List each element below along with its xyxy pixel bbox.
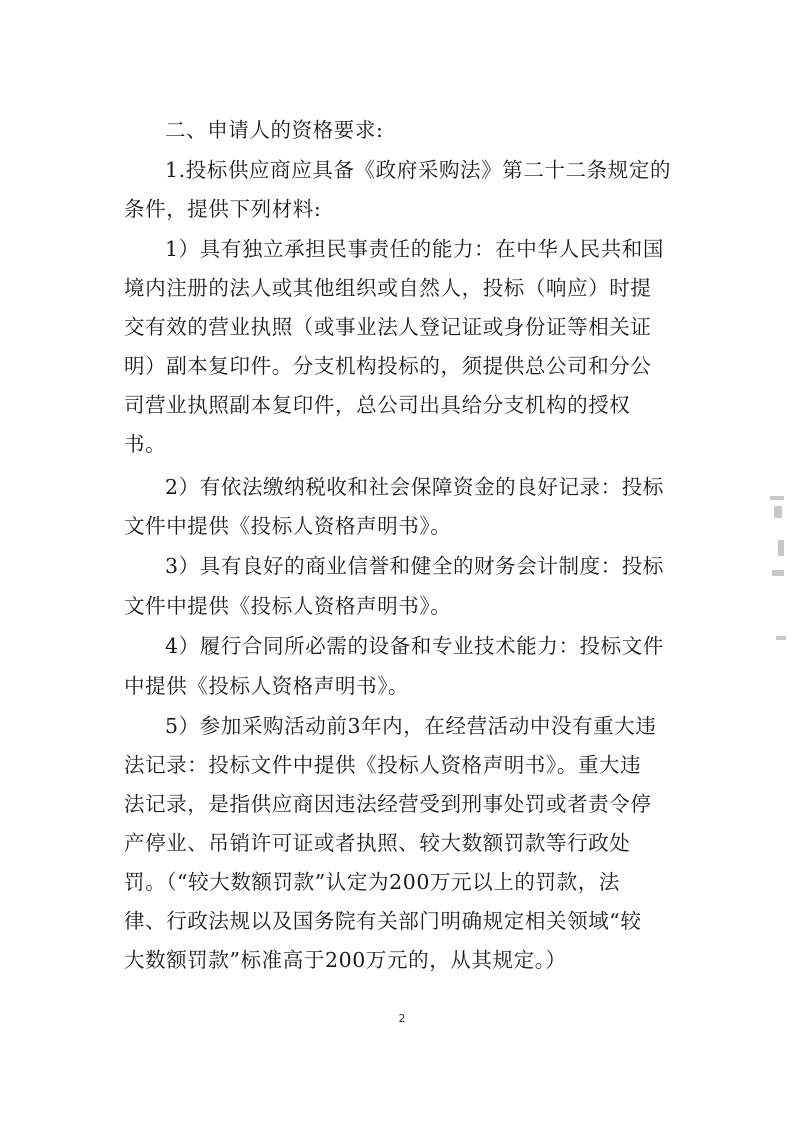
paragraph-line: 书。 bbox=[124, 432, 167, 456]
paragraph-line: 法记录，是指供应商因违法经营受到刑事处罚或者责令停 bbox=[124, 792, 652, 816]
paragraph-line: 大数额罚款”标准高于200万元的，从其规定。） bbox=[124, 948, 567, 972]
scan-artifact bbox=[774, 506, 782, 518]
paragraph-line: 条件，提供下列材料: bbox=[124, 197, 322, 221]
paragraph-line: 3）具有良好的商业信誉和健全的财务会计制度：投标 bbox=[165, 554, 664, 578]
paragraph-line: 文件中提供《投标人资格声明书》。 bbox=[124, 514, 452, 538]
paragraph-line: 明）副本复印件。分支机构投标的，须提供总公司和分公 bbox=[124, 354, 652, 378]
paragraph-line: 交有效的营业执照（或事业法人登记证或身份证等相关证 bbox=[124, 315, 652, 339]
paragraph-line: 4）履行合同所必需的设备和专业技术能力：投标文件 bbox=[165, 634, 664, 658]
paragraph-line: 中提供《投标人资格声明书》。 bbox=[124, 674, 410, 698]
section-heading: 二、申请人的资格要求: bbox=[165, 118, 384, 142]
paragraph-line: 司营业执照副本复印件，总公司出具给分支机构的授权 bbox=[124, 393, 631, 417]
paragraph-line: 1）具有独立承担民事责任的能力：在中华人民共和国 bbox=[165, 237, 664, 261]
paragraph-line: 2）有依法缴纳税收和社会保障资金的良好记录：投标 bbox=[165, 475, 664, 499]
paragraph-line: 律、行政法规以及国务院有关部门明确规定相关领域“较 bbox=[124, 909, 642, 933]
paragraph-line: 5）参加采购活动前3年内，在经营活动中没有重大违 bbox=[165, 714, 657, 738]
paragraph-line: 境内注册的法人或其他组织或自然人，投标（响应）时提 bbox=[124, 276, 652, 300]
paragraph-line: 1.投标供应商应具备《政府采购法》第二十二条规定的 bbox=[165, 158, 672, 182]
paragraph-line: 文件中提供《投标人资格声明书》。 bbox=[124, 594, 452, 618]
paragraph-line: 罚。（“较大数额罚款”认定为200万元以上的罚款，法 bbox=[124, 870, 620, 894]
paragraph-line: 产停业、吊销许可证或者执照、较大数额罚款等行政处 bbox=[124, 831, 631, 855]
scan-artifact bbox=[772, 570, 784, 576]
scan-artifact bbox=[778, 540, 784, 556]
scan-artifact bbox=[776, 636, 786, 640]
paragraph-line: 法记录：投标文件中提供《投标人资格声明书》。重大违 bbox=[124, 753, 642, 777]
scan-artifact bbox=[770, 496, 784, 500]
page-number: 2 bbox=[398, 1012, 406, 1025]
